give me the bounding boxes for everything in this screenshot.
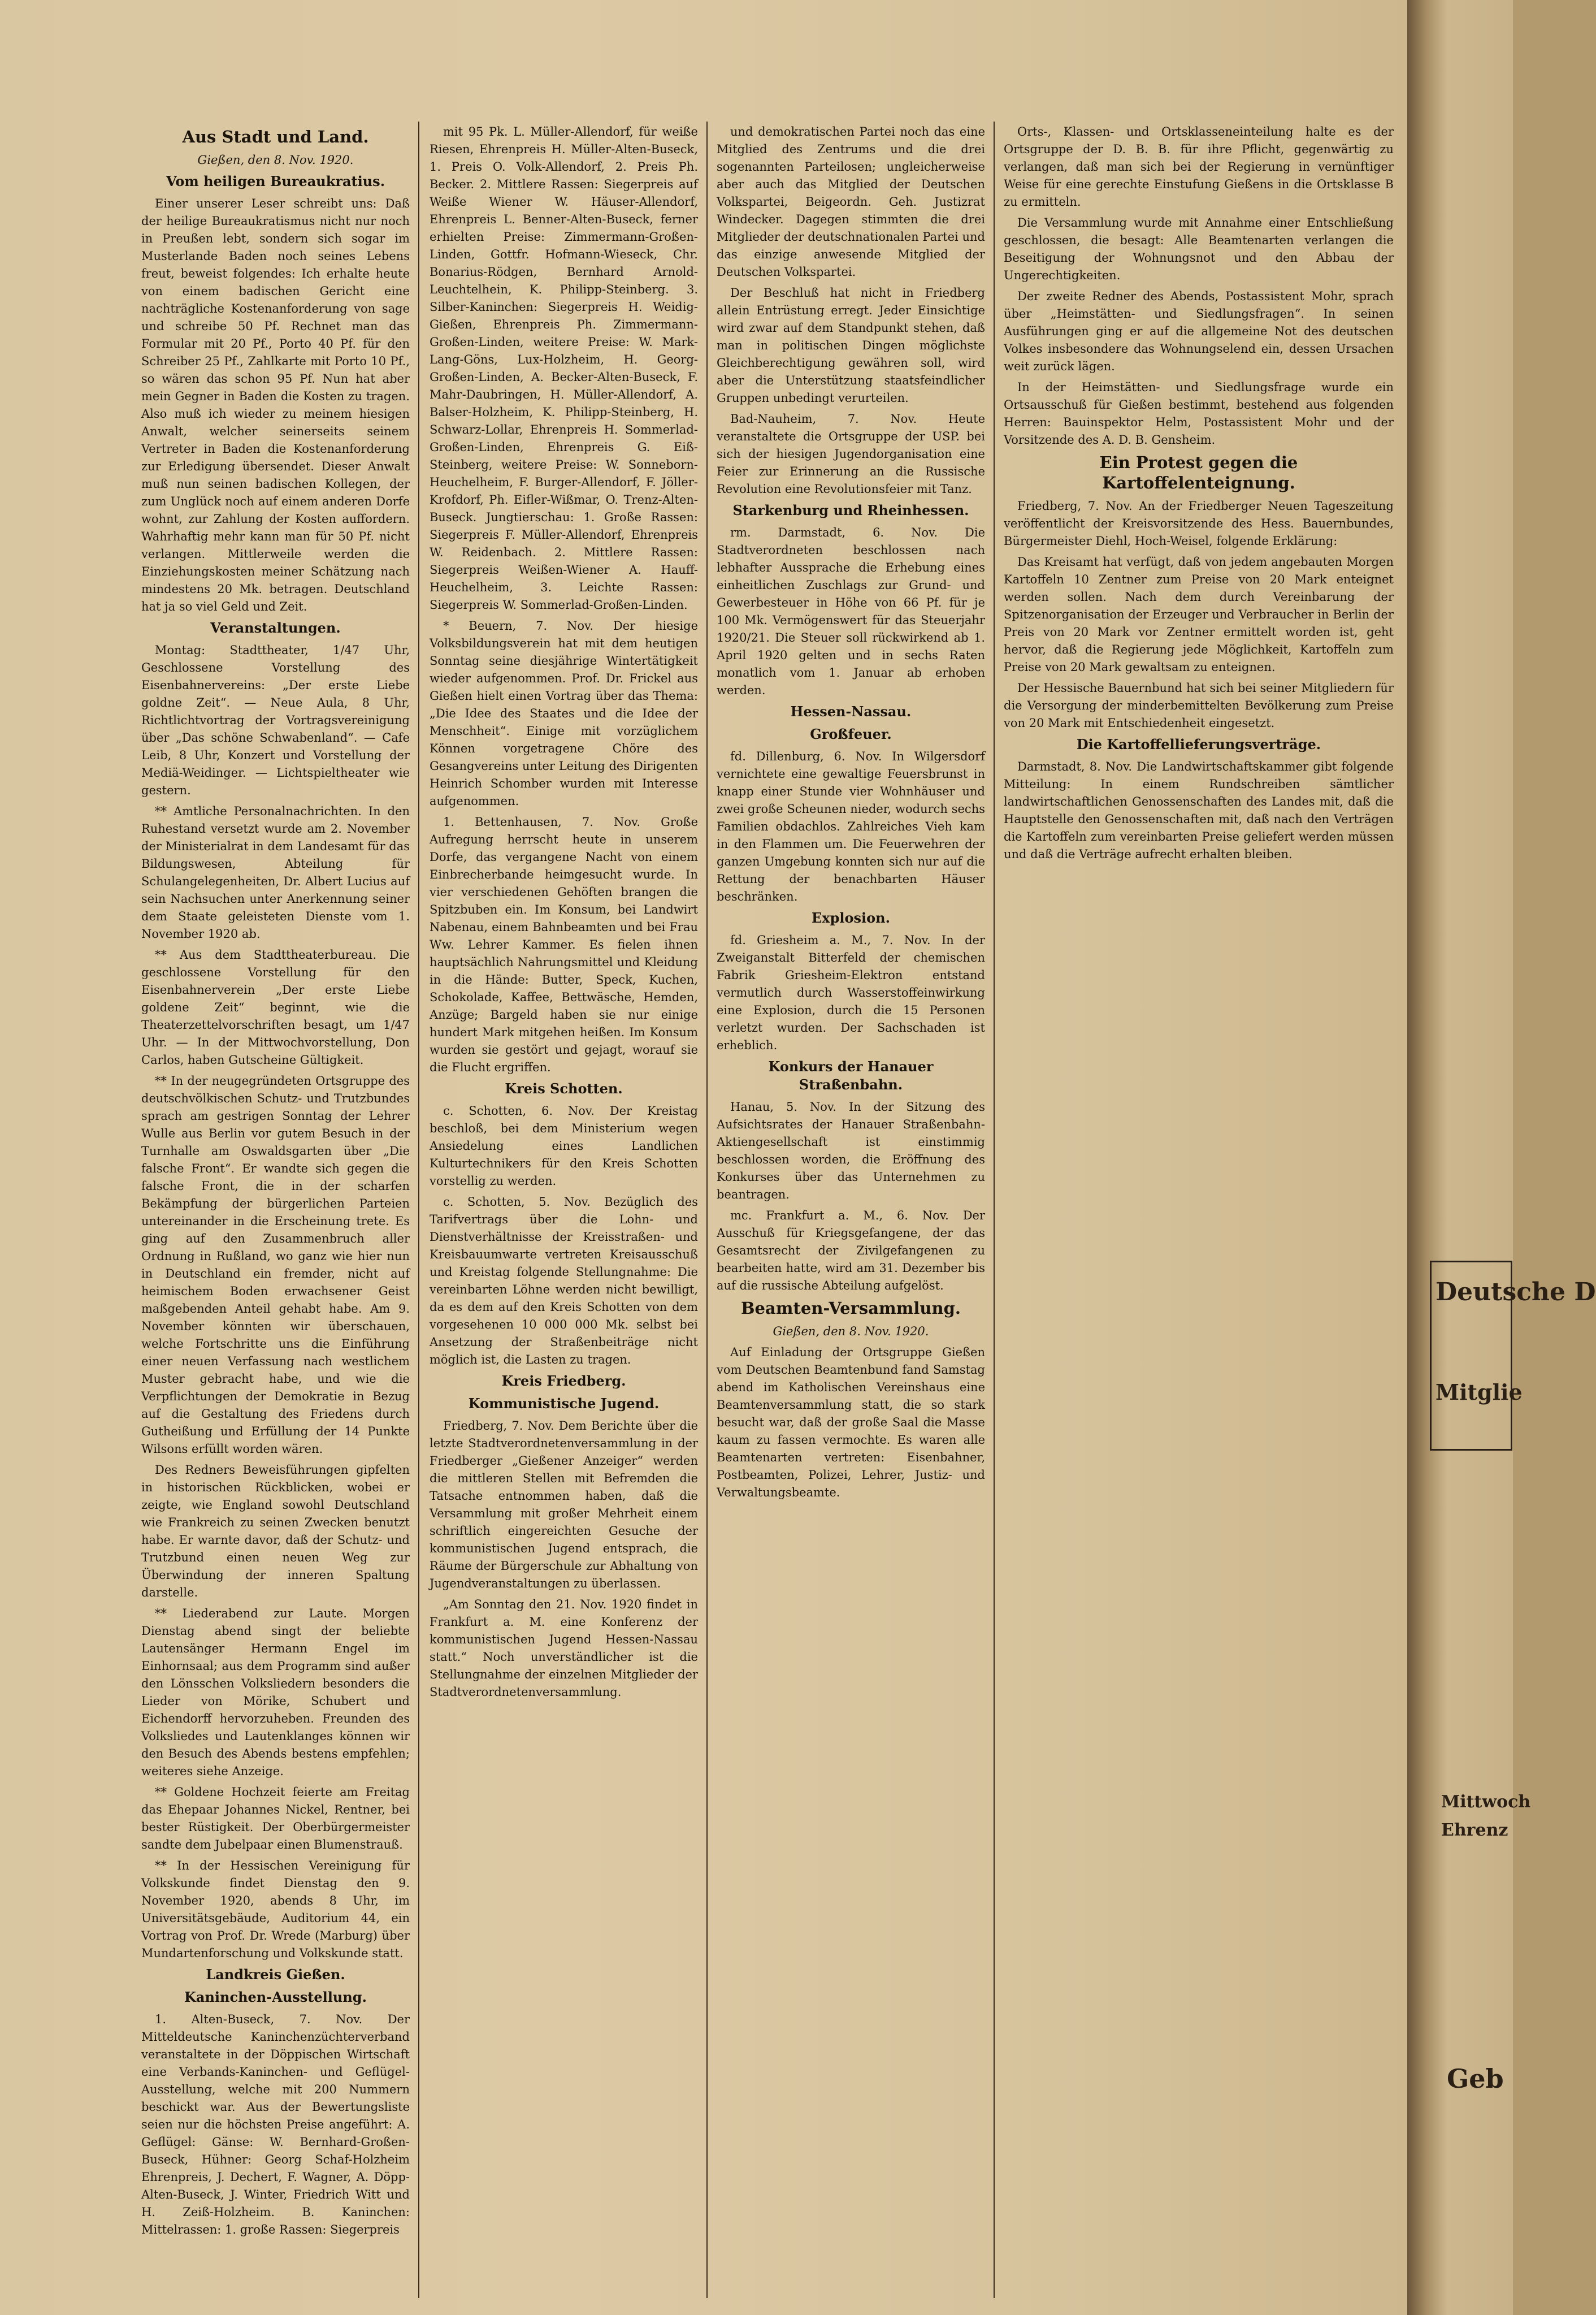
article-paragraph: Des Redners Beweisführungen gipfelten in historischen Rückblicken, wobei er zeigte, wie England sowohl Deutschland wie Frankreich zu seinen Zwecken benutzt habe. Er warnte davor, daß der Schutz- und Trutzbund einen neuen Weg zur Überwindung der inneren Spaltung darstelle. [141, 1463, 410, 1599]
article-paragraph: Einer unserer Leser schreibt uns: Daß der heilige Bureaukratismus nicht nur noch in Preußen lebt, sondern sich sogar im Musterlande Baden noch seines Lebens freut, beweist folgendes: Ich erhalte heute von einem badischen Gericht eine nachträgliche Kostenanforderung von sage und schreibe 50 Pf. Rechnet man das Formular mit 20 Pf., Porto 40 Pf. für den Schreiber 25 Pf., Zahlkarte mit Porto 10 Pf., so wären das schon 95 Pf. Nun hat aber mein Gegner in Baden die Kosten zu tragen. Also muß ich wieder zu meinem hiesigen Anwalt, welcher seinerseits seinem Vertreter in Baden die Kostenanforderung zur Erledigung übersendet. Dieser Anwalt muß nun seinen badischen Kollegen, der zum Unglück noch auf einem anderen Dorfe wohnt, zur Zahlung der Kosten auffordern. Wahrhaftig mehr kann man für 50 Pf. nicht verlangen. Mittlerweile werden die Einziehungskosten meiner Schätzung nach mindestens 20 Mk. betragen. Deutschland hat ja so viel Geld und Zeit. [141, 197, 410, 613]
article-heading: Kreis Schotten. [505, 1080, 623, 1097]
article-heading: Starkenburg und Rheinhessen. [732, 502, 969, 518]
article-paragraph: 1. Bettenhausen, 7. Nov. Große Aufregung herrscht heute in unserem Dorfe, das vergangene Nacht von einem Einbrecherbande heimgesucht wurde. In vier verschiedenen Gehöften brangen die Spitzbuben ein. Im Konsum, bei Landwirt Nabenau, einem Bahnbeamten und bei Frau Ww. Lehrer Kammer. Es fielen ihnen hauptsächlich Nahrungsmittel und Kleidung in die Hände: Butter, Speck, Kuchen, Schokolade, Kaffee, Bettwäsche, Hemden, Anzüge; Bargeld haben sie nur einige hundert Mark mitgehen heißen. Im Konsum wurden sie gestört und gejagt, worauf sie die Flucht ergriffen. [430, 815, 698, 1074]
section-title: Beamten-Versammlung. [741, 1299, 961, 1318]
article-paragraph: Friedberg, 7. Nov. An der Friedberger Neuen Tageszeitung veröffentlicht der Kreisvorsitzende des Hess. Bauernbundes, Bürgermeister Diehl, Hoch-Weisel, folgende Erklärung: [1004, 499, 1394, 548]
article-paragraph: Der Hessische Bauernbund hat sich bei seiner Mitgliedern für die Versorgung der minderbemittelten Bevölkerung zum Preise von 20 Mark mit Entschiedenheit eingesetzt. [1004, 681, 1394, 730]
article-paragraph: Auf Einladung der Ortsgruppe Gießen vom Deutschen Beamtenbund fand Samstag abend im Katholischen Vereinshaus eine Beamtenversammlung statt, die so stark besucht war, daß der große Saal die Masse kaum zu fassen vermochte. Es waren alle Beamtenarten vertreten: Eisenbahner, Postbeamten, Polizei, Lehrer, Justiz- und Verwaltungsbeamte. [717, 1345, 985, 1499]
article-heading: Kaninchen-Ausstellung. [184, 1989, 367, 2005]
article-paragraph: ** Goldene Hochzeit feierte am Freitag das Ehepaar Johannes Nickel, Rentner, bei bester Rüstigkeit. Der Oberbürgermeister sandte dem Jubelpaar einen Blumenstrauß. [141, 1785, 410, 1851]
column-3 [717, 123, 985, 2305]
spine-label: Mittwoch [1441, 1792, 1531, 1812]
spine-label: Mitglie [1435, 1379, 1523, 1405]
article-paragraph: Friedberg, 7. Nov. Dem Berichte über die letzte Stadtverordnetenversammlung in der Friedberger „Gießener Anzeiger“ werden die mittleren Stellen mit Befremden die Tatsache entnommen haben, daß die Versammlung mit großer Mehrheit einem schriftlich eingereichten Gesuche der kommunistischen Jugend entsprach, die Räume der Bürgerschule zur Abhaltung von Jugendveranstaltungen zu überlassen. [430, 1419, 698, 1590]
column-1 [141, 123, 410, 2305]
article-paragraph: ** Amtliche Personalnachrichten. In den Ruhestand versetzt wurde am 2. November der Ministerialrat in dem Landesamt für das Bildungswesen, Abteilung für Schulangelegenheiten, Dr. Albert Lucius auf sein Nachsuchen unter Anerkennung seiner dem Staate geleisteten Dienste vom 1. November 1920 ab. [141, 804, 410, 941]
article-paragraph: Orts-, Klassen- und Ortsklasseneinteilung halte es der Ortsgruppe der D. B. B. für ihre Pflicht, gegenwärtig zu verlangen, daß man sich bei der Regierung in vernünftiger Weise für eine gerechte Einstufung Gießens in die Ortsklasse B zu ermitteln. [1004, 125, 1394, 209]
article-heading: Kreis Friedberg. [501, 1373, 626, 1389]
article-paragraph: fd. Griesheim a. M., 7. Nov. In der Zweiganstalt Bitterfeld der chemischen Fabrik Griesheim-Elektron entstand vermutlich durch Wasserstoffeinwirkung eine Explosion, durch die 15 Personen verletzt wurden. Der Sachschaden ist erheblich. [717, 933, 985, 1052]
article-paragraph: Der Beschluß hat nicht in Friedberg allein Entrüstung erregt. Jeder Einsichtige wird zwar auf dem Standpunkt stehen, daß man in politischen Dingen möglichste Gleichberechtigung gewähren soll, wird aber die Unterstützung staatsfeindlicher Gruppen unbedingt verurteilen. [717, 286, 985, 405]
article-paragraph: c. Schotten, 6. Nov. Der Kreistag beschloß, bei dem Ministerium wegen Ansiedelung eines Landlichen Kulturtechnikers für den Kreis Schotten vorstellig zu werden. [430, 1104, 698, 1188]
article-paragraph: Hanau, 5. Nov. In der Sitzung des Aufsichtsrates der Hanauer Straßenbahn-Aktiengesellschaft ist einstimmig beschlossen worden, die Eröffnung des Konkurses über das Unternehmen zu beantragen. [717, 1100, 985, 1201]
article-heading: Vom heiligen Bureaukratius. [166, 173, 385, 189]
article-paragraph: Montag: Stadttheater, 1/47 Uhr, Geschlossene Vorstellung des Eisenbahnervereins: „Der erste Liebe goldne Zeit“. — Neue Aula, 8 Uhr, Richtlichtvortrag der Vortragsvereinigung über „Das schöne Schwabenland“. — Cafe Leib, 8 Uhr, Konzert und Vorstellung der Mediä-Weidinger. — Lichtspieltheater wie gestern. [141, 643, 410, 797]
column-rule [418, 122, 419, 2298]
article-paragraph: In der Heimstätten- und Siedlungsfrage wurde ein Ortsausschuß für Gießen bestimmt, bestehend aus folgenden Herren: Bauinspektor Helm, Postassistent Mohr und der Vorsitzende des A. D. B. Gensheim. [1004, 380, 1394, 447]
article-paragraph: Der zweite Redner des Abends, Postassistent Mohr, sprach über „Heimstätten- und Siedlungsfragen“. In seinen Ausführungen ging er auf die allgemeine Not des deutschen Volkes insbesondere das Wohnungselend ein, dessen Ursachen weit zurück lägen. [1004, 289, 1394, 373]
section-title: Ein Protest gegen die Kartoffelenteignung. [1099, 453, 1298, 492]
article-heading: Hessen-Nassau. [790, 703, 912, 720]
article-paragraph: Darmstadt, 8. Nov. Die Landwirtschaftskammer gibt folgende Mitteilung: In einem Rundschreiben sämtlicher landwirtschaftlichen Genossenschaften des Landes mit, daß die Hauptstelle den Genossenschaften mit, daß nach den Verträgen die Kartoffeln zum vereinbarten Preise geliefert werden müssen und daß die Verträge aufrecht erhalten bleiben. [1004, 760, 1394, 861]
article-paragraph: ** Liederabend zur Laute. Morgen Dienstag abend singt der beliebte Lautensänger Hermann Engel im Einhornsaal; aus dem Programm sind außer den Lönsschen Volksliedern besonders die Lieder von Mörike, Schubert und Eichendorff hervorzuheben. Freunden des Volksliedes und Lautenklanges können wir den Besuch des Abends bestens empfehlen; weiteres siehe Anzeige. [141, 1607, 410, 1778]
article-paragraph: ** In der Hessischen Vereinigung für Volkskunde findet Dienstag den 9. November 1920, abends 8 Uhr, im Universitätsgebäude, Auditorium 44, ein Vortrag von Prof. Dr. Wrede (Marburg) über Mundartenforschung und Volkskunde statt. [141, 1859, 410, 1960]
article-paragraph: ** In der neugegründeten Ortsgruppe des deutschvölkischen Schutz- und Trutzbundes sprach am gestrigen Sonntag der Lehrer Wulle aus Berlin vor gutem Besuch in der Turnhalle am Oswaldsgarten über „Die falsche Front“. Er wandte sich gegen die falsche Front, die in der scharfen Bekämpfung der bürgerlichen Parteien untereinander in die Erscheinung trete. Es ging auf den Zusammenbruch aller Ordnung in Rußland, wo ganz wie hier nun in Deutschland ein fremder, nicht auf heimischem Boden erwachsener Geist maßgebenden Anteil gehabt habe. Am 9. November könnten wir überschauen, welche Fortschritte uns die Einführung einer neuen Verfassung nach westlichem Muster gebracht habe, und wie die Verpflichtungen der Demokratie in Bezug auf die Gestaltung des Friedens durch Gutheißung und Erfüllung der 14 Punkte Wilsons erfüllt worden wären. [141, 1074, 410, 1456]
article-paragraph: Bad-Nauheim, 7. Nov. Heute veranstaltete die Ortsgruppe der USP. bei sich der hiesigen Jugendorganisation eine Feier zur Erinnerung an die Russische Revolution eine Revolutionsfeier mit Tanz. [717, 412, 985, 496]
spine-label: Ehrenz [1441, 1820, 1508, 1840]
article-heading: Die Kartoffellieferungsverträge. [1076, 736, 1321, 752]
article-heading: Veranstaltungen. [210, 620, 341, 636]
article-paragraph: Das Kreisamt hat verfügt, daß von jedem angebauten Morgen Kartoffeln 10 Zentner zum Preise von 20 Mark enteignet werden sollen. Nach dem durch Vereinbarung der Spitzenorganisation der Erzeuger und Verbraucher in Berlin der Preis von 20 Mark vor Zentner ermittelt worden ist, geht hervor, daß die Regierung jede Möglichkeit, Kartoffeln zum Preise von 20 Mark gewaltsam zu enteignen. [1004, 555, 1394, 674]
article-paragraph: * Beuern, 7. Nov. Der hiesige Volksbildungsverein hat mit dem heutigen Sonntag seine diesjährige Wintertätigkeit wieder aufgenommen. Prof. Dr. Frickel aus Gießen hielt einen Vortrag über das Thema: „Die Idee des Staates und die Idee der Menschheit“. Einige mit vorzüglichem Können vorgetragene Chöre des Gesangvereins unter Leitung des Dirigenten Heinrich Schomber wurden mit Interesse aufgenommen. [430, 619, 698, 808]
article-heading: Konkurs der Hanauer Straßenbahn. [768, 1058, 934, 1093]
article-heading: Großfeuer. [810, 726, 892, 742]
article-paragraph: Die Versammlung wurde mit Annahme einer Entschließung geschlossen, die besagt: Alle Beamtenarten verlangen die Beseitigung der Wohnungsnot und den Abbau der Ungerechtigkeiten. [1004, 216, 1394, 282]
column-4 [1004, 123, 1394, 2305]
column-rule [994, 122, 995, 2298]
article-paragraph: 1. Alten-Buseck, 7. Nov. Der Mitteldeutsche Kaninchenzüchterverband veranstaltete in der Döppischen Wirtschaft eine Verbands-Kaninchen- und Geflügel-Ausstellung, welche mit 200 Nummern beschickt war. Aus der Bewertungsliste seien nur die höchsten Preise angeführt: A. Geflügel: Gänse: W. Bernhard-Großen-Buseck, Hühner: Georg Schaf-Holzheim Ehrenpreis, J. Dechert, F. Wagner, A. Döpp-Alten-Buseck, J. Winter, Friedrich Witt und H. Zeiß-Holzheim. B. Kaninchen: Mittelrassen: 1. große Rassen: Siegerpreis [141, 2013, 410, 2236]
article-paragraph: rm. Darmstadt, 6. Nov. Die Stadtverordneten beschlossen nach lebhafter Aussprache die Erhebung eines einheitlichen Zuschlags zur Grund- und Gewerbesteuer in Höhe von 66 Pf. für je 100 Mk. Vermögenswert für das Steuerjahr 1920/21. Die Steuer soll rückwirkend ab 1. April 1920 gelten und in sechs Raten monatlich vom 1. Januar ab erhoben werden. [717, 526, 985, 697]
article-heading: Landkreis Gießen. [206, 1966, 345, 1983]
column-rule [706, 122, 708, 2298]
article-paragraph: fd. Dillenburg, 6. Nov. In Wilgersdorf vernichtete eine gewaltige Feuersbrunst in knapp einer Stunde vier Wohnhäuser und zwei große Scheunen nieder, wodurch sechs Familien obdachlos. Zahlreiches Vieh kam in den Flammen um. Die Feuerwehren der ganzen Umgebung konnten sich nur auf die Rettung der benachbarten Häuser beschränken. [717, 750, 985, 903]
article-paragraph: und demokratischen Partei noch das eine Mitglied des Zentrums und die drei sogenannten Parteilosen; ungleicherweise aber auch das Mitglied der Deutschen Volkspartei, Beigeordn. Geh. Justizrat Windecker. Dagegen stimmten die drei Mitglieder der deutschnationalen Partei und das einzige anwesende Mitglied der Deutschen Volkspartei. [717, 125, 985, 279]
article-heading: Explosion. [812, 910, 890, 926]
article-heading: Kommunistische Jugend. [468, 1395, 660, 1412]
article-paragraph: ** Aus dem Stadttheaterbureau. Die geschlossene Vorstellung für den Eisenbahnerverein „Der erste Liebe goldene Zeit“ beginnt, wie die Theaterzettelvorschriften besagt, um 1/47 Uhr. — In der Mittwochvorstellung, Don Carlos, haben Gutscheine Gültigkeit. [141, 948, 410, 1067]
article-paragraph: mc. Frankfurt a. M., 6. Nov. Der Ausschuß für Kriegsgefangene, der das Gesamtsrecht der Zivilgefangenen zu bearbeiten hatte, wird am 31. Dezember bis auf die russische Abteilung aufgelöst. [717, 1209, 985, 1292]
adjacent-page-edge [1407, 0, 1596, 2315]
article-paragraph: c. Schotten, 5. Nov. Bezüglich des Tarifvertrags über die Lohn- und Dienstverhältnisse der Kreisstraßen- und Kreisbauumwarte vertreten Kreisausschuß und Kreistag folgende Stellungnahme: Die vereinbarten Löhne werden nicht bewilligt, da es dem auf den Kreis Schotten von dem vorgesehenen 10 000 000 Mk. selbst bei Ansetzung der Straßenbeiträge nicht möglich ist, die Lasten zu tragen. [430, 1195, 698, 1366]
column-2 [430, 123, 698, 2305]
spine-label: Deutsche D [1435, 1278, 1596, 1306]
section-title: Aus Stadt und Land. [182, 127, 369, 146]
dateline: Gießen, den 8. Nov. 1920. [197, 153, 354, 167]
article-paragraph: mit 95 Pk. L. Müller-Allendorf, für weiße Riesen, Ehrenpreis H. Müller-Alten-Buseck, 1. Preis O. Volk-Allendorf, 2. Preis Ph. Becker. 2. Mittlere Rassen: Siegerpreis auf Weiße Wiener W. Häuser-Allendorf, Ehrenpreis L. Benner-Alten-Buseck, ferner erhielten Preise: Zimmermann-Großen-Linden, Gottfr. Hofmann-Wieseck, Chr. Bonarius-Rödgen, Bernhard Arnold-Leuchtelhein, K. Philipp-Steinberg. 3. Silber-Kaninchen: Siegerpreis H. Weidig-Gießen, Ehrenpreis Ph. Zimmermann-Großen-Linden, weitere Preise: W. Mark-Lang-Göns, Lux-Holzheim, H. Georg-Großen-Linden, A. Becker-Alten-Buseck, F. Mahr-Daubringen, H. Müller-Allendorf, A. Balser-Holzheim, K. Philipp-Steinberg, H. Schwarz-Lollar, Ehrenpreis H. Sommerlad-Großen-Linden, Ehrenpreis G. Eiß-Steinberg, weitere Preise: W. Sonneborn-Heuchelheim, F. Burger-Allendorf, F. Jöller-Krofdorf, Ph. Eifler-Wißmar, O. Trenz-Alten-Buseck. Jungtierschau: 1. Große Rassen: Siegerpreis F. Müller-Allendorf, Ehrenpreis W. Reidenbach. 2. Mittlere Rassen: Siegerpreis Weißen-Wiener A. Hauff-Heuchelheim, 3. Leichte Rassen: Siegerpreis W. Sommerlad-Großen-Linden. [430, 125, 698, 612]
dateline: Gießen, den 8. Nov. 1920. [773, 1325, 929, 1338]
spine-label: Geb [1447, 2063, 1504, 2094]
article-paragraph: „Am Sonntag den 21. Nov. 1920 findet in Frankfurt a. M. eine Konferenz der kommunistischen Jugend Hessen-Nassau statt.“ Noch unverständlicher ist die Stellungnahme der einzelnen Mitglieder der Stadtverordnetenversammlung. [430, 1598, 698, 1699]
